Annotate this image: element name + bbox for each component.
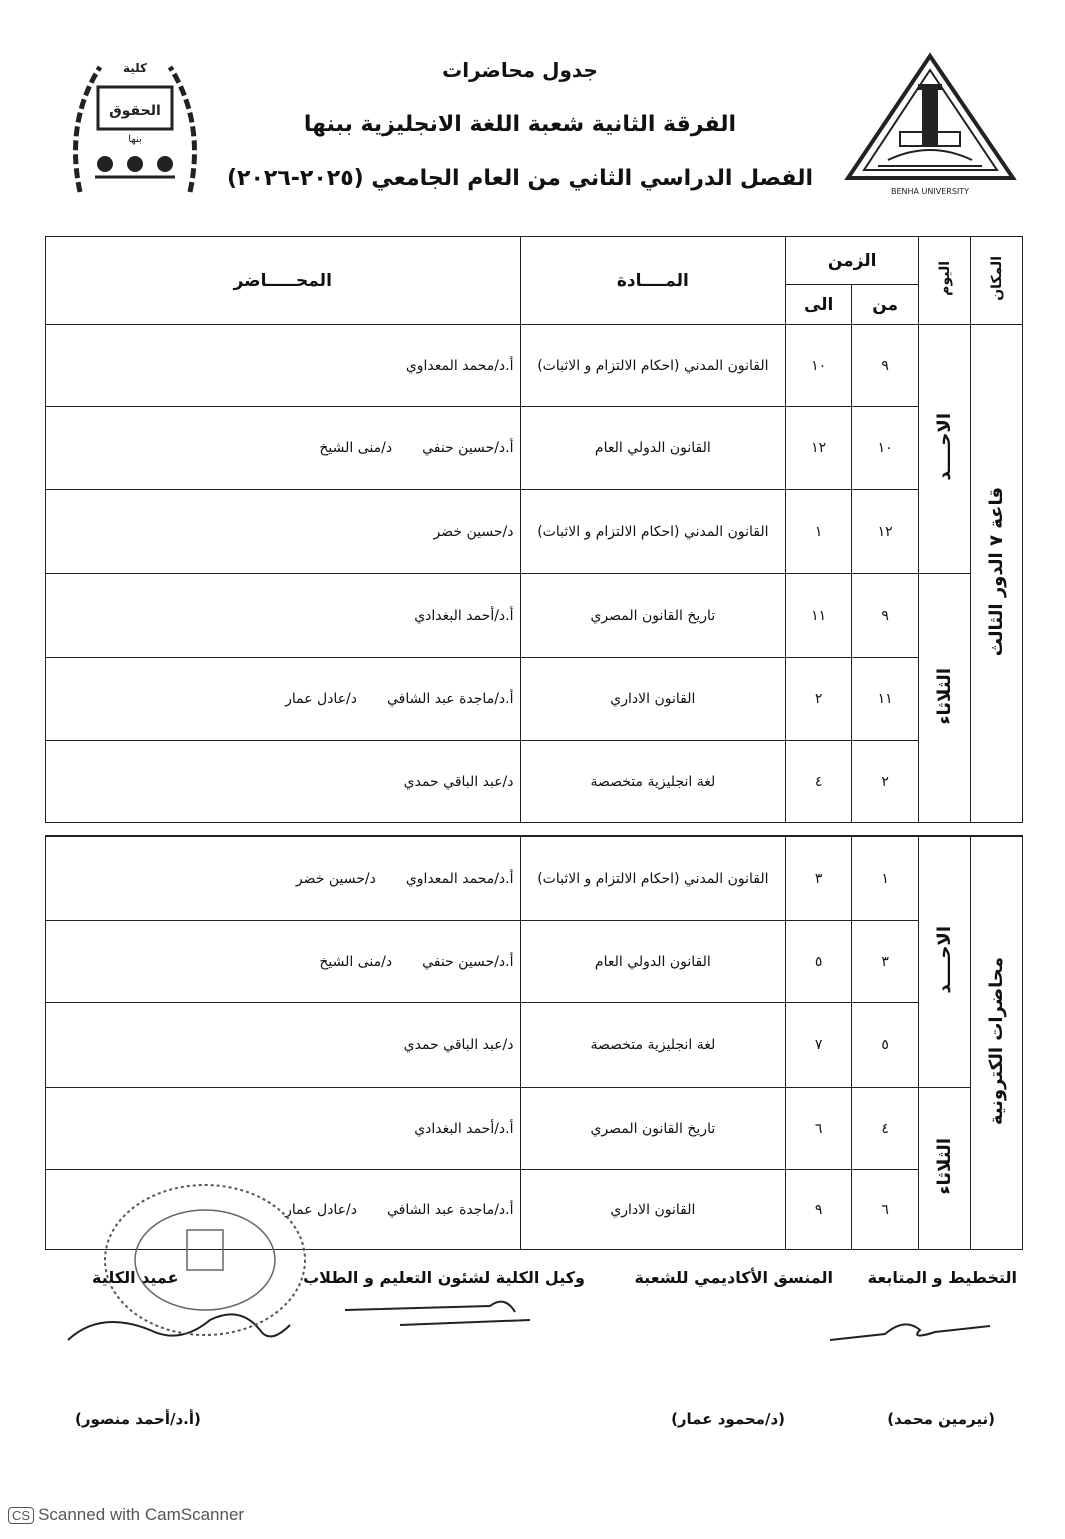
time-from: ١١ xyxy=(852,658,919,741)
university-logo xyxy=(838,48,1023,198)
header-place: المكان xyxy=(971,237,1023,325)
scanner-footer: CS Scanned with CamScanner xyxy=(8,1505,244,1525)
lecturer-cell: أ.د/أحمد البغدادي xyxy=(46,1088,521,1170)
time-to: ٢ xyxy=(786,658,852,741)
time-from: ٢ xyxy=(852,741,919,823)
time-from: ٤ xyxy=(852,1088,919,1170)
lecturer-cell: أ.د/محمد المعداوي xyxy=(46,325,521,407)
header-day: اليوم xyxy=(919,237,971,325)
header-subject: المــــادة xyxy=(520,237,786,325)
planning-name: (نيرمين محمد) xyxy=(887,1410,995,1428)
subject-cell: القانون الاداري xyxy=(520,1170,786,1250)
lecturer-cell: د/عبد الباقي حمدي xyxy=(46,1003,521,1088)
subject-cell: القانون الاداري xyxy=(520,658,786,741)
lecturer-cell: أ.د/حسين حنفيد/منى الشيخ xyxy=(46,921,521,1003)
subject-cell: تاريخ القانون المصري xyxy=(520,1088,786,1170)
place-cell: قاعة ٧ الدور الثالث xyxy=(971,325,1023,823)
day-cell: الاحــــد xyxy=(919,325,971,574)
time-to: ٥ xyxy=(786,921,852,1003)
svg-text:الحقوق: الحقوق xyxy=(109,103,161,119)
time-to: ٩ xyxy=(786,1170,852,1250)
time-from: ٩ xyxy=(852,574,919,658)
svg-text:بنها: بنها xyxy=(128,134,142,145)
planning-signature xyxy=(825,1312,995,1352)
subject-cell: القانون الدولي العام xyxy=(520,921,786,1003)
dean-name: (أ.د/أحمد منصور) xyxy=(75,1410,201,1428)
schedule-table-hall xyxy=(45,236,1023,823)
time-to: ١١ xyxy=(786,574,852,658)
lecturer-cell: أ.د/محمد المعداويد/حسين خضر xyxy=(46,837,521,921)
time-from: ١٢ xyxy=(852,490,919,574)
planning-role: التخطيط و المتابعة xyxy=(867,1268,1017,1287)
time-to: ١ xyxy=(786,490,852,574)
header-time: الزمن xyxy=(786,237,919,285)
time-to: ٤ xyxy=(786,741,852,823)
time-from: ١٠ xyxy=(852,407,919,490)
time-from: ٦ xyxy=(852,1170,919,1250)
time-to: ٦ xyxy=(786,1088,852,1170)
subject-cell: القانون المدني (احكام الالتزام و الاثبات) xyxy=(520,490,786,574)
camscanner-icon: CS xyxy=(8,1507,34,1524)
time-to: ٧ xyxy=(786,1003,852,1088)
lecturer-cell: د/حسين خضر xyxy=(46,490,521,574)
vice-dean-signature xyxy=(340,1290,540,1335)
class-title: الفرقة الثانية شعبة اللغة الانجليزية ببنها xyxy=(303,112,737,137)
lecturer-cell: أ.د/ماجدة عبد الشافيد/عادل عمار xyxy=(46,1170,521,1250)
time-to: ٣ xyxy=(786,837,852,921)
subject-cell: تاريخ القانون المصري xyxy=(520,574,786,658)
coordinator-name: (د/محمود عمار) xyxy=(671,1410,785,1428)
day-cell: الاحــــد xyxy=(919,837,971,1088)
day-cell: الثلاثاء xyxy=(919,1088,971,1250)
time-from: ٩ xyxy=(852,325,919,407)
subject-cell: لغة انجليزية متخصصة xyxy=(520,741,786,823)
time-from: ٥ xyxy=(852,1003,919,1088)
block-separator xyxy=(45,822,1023,836)
schedule-title: جدول محاضرات xyxy=(442,58,598,82)
lecturer-cell: أ.د/ماجدة عبد الشافيد/عادل عمار xyxy=(46,658,521,741)
faculty-logo xyxy=(60,42,210,207)
place-cell: محاضرات الكترونية xyxy=(971,837,1023,1250)
vice-dean-role: وكيل الكلية لشئون التعليم و الطلاب xyxy=(303,1268,585,1287)
coordinator-role: المنسق الأكاديمي للشعبة xyxy=(634,1268,833,1287)
time-from: ٣ xyxy=(852,921,919,1003)
time-from: ١ xyxy=(852,837,919,921)
logo-caption: BENHA UNIVERSITY xyxy=(890,187,970,196)
header-lecturer: المحـــــاضر xyxy=(46,237,521,325)
lecturer-cell: أ.د/حسين حنفيد/منى الشيخ xyxy=(46,407,521,490)
time-to: ١٢ xyxy=(786,407,852,490)
subject-cell: لغة انجليزية متخصصة xyxy=(520,1003,786,1088)
faculty-stamp xyxy=(95,1175,315,1345)
lecturer-cell: أ.د/أحمد البغدادي xyxy=(46,574,521,658)
header-from: من xyxy=(852,285,919,325)
semester-title: الفصل الدراسي الثاني من العام الجامعي (٢٠٢٥-٢٠٢٦) xyxy=(226,166,813,191)
subject-cell: القانون الدولي العام xyxy=(520,407,786,490)
day-cell: الثلاثاء xyxy=(919,574,971,823)
subject-cell: القانون المدني (احكام الالتزام و الاثبات) xyxy=(520,837,786,921)
svg-text:كلية: كلية xyxy=(122,61,148,75)
subject-cell: القانون المدني (احكام الالتزام و الاثبات) xyxy=(520,325,786,407)
time-to: ١٠ xyxy=(786,325,852,407)
dean-role: عميد الكلية xyxy=(92,1268,179,1287)
lecturer-cell: د/عبد الباقي حمدي xyxy=(46,741,521,823)
header-to: الى xyxy=(786,285,852,325)
